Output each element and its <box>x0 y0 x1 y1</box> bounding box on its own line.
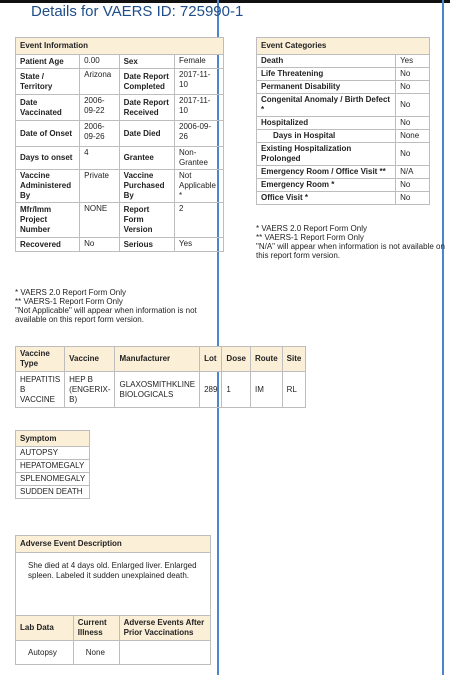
event-category-row <box>257 143 430 166</box>
category-value: No <box>396 68 430 81</box>
field-value: NONE <box>80 203 119 238</box>
field-value: Non-Grantee <box>175 147 224 170</box>
field-value: 2006-09-26 <box>175 121 224 147</box>
lab-data-table <box>15 615 211 665</box>
field-label: Date Report Completed <box>119 69 174 95</box>
field-label: Report Form Version <box>119 203 174 238</box>
lab-header-row <box>16 616 211 641</box>
vaccine-header-row <box>16 347 306 372</box>
event-category-row <box>257 179 430 192</box>
adverse-event-description: She died at 4 days old. Enlarged liver. Enlarged spleen. Labeled it sudden unexplained death. <box>16 553 211 616</box>
vaccine-cell: IM <box>250 372 282 408</box>
category-label: Congenital Anomaly / Birth Defect * <box>257 94 396 117</box>
field-label: Days to onset <box>16 147 80 170</box>
event-info-row <box>16 170 224 203</box>
vaccine-column-header: Manufacturer <box>115 347 200 372</box>
column-divider-right <box>442 0 444 675</box>
event-categories-notes <box>256 224 450 260</box>
event-info-row <box>16 95 224 121</box>
page-title: Details for VAERS ID: 725990-1 <box>31 3 244 20</box>
field-label: Date Died <box>119 121 174 147</box>
event-category-row <box>257 94 430 117</box>
field-label: Patient Age <box>16 55 80 69</box>
note-vaers2: * VAERS 2.0 Report Form Only <box>256 224 367 233</box>
field-value: 0.00 <box>80 55 119 69</box>
event-category-row <box>257 81 430 94</box>
event-categories-table <box>256 37 430 205</box>
vaccine-column-header: Lot <box>200 347 222 372</box>
category-label: Life Threatening <box>257 68 396 81</box>
event-info-row <box>16 55 224 69</box>
event-info-row <box>16 147 224 170</box>
symptom-heading: Symptom <box>16 431 90 447</box>
adverse-event-heading: Adverse Event Description <box>16 536 211 553</box>
field-value: 2 <box>175 203 224 238</box>
event-info-row <box>16 69 224 95</box>
category-value: No <box>396 117 430 130</box>
category-label: Emergency Room / Office Visit ** <box>257 166 396 179</box>
category-label: Permanent Disability <box>257 81 396 94</box>
event-information-notes <box>15 288 220 324</box>
vaccine-column-header: Dose <box>222 347 251 372</box>
event-info-row <box>16 121 224 147</box>
symptom-item: AUTOPSY <box>16 447 90 460</box>
field-value: Female <box>175 55 224 69</box>
note-vaers1: ** VAERS-1 Report Form Only <box>15 297 123 306</box>
category-value: No <box>396 81 430 94</box>
category-label: Hospitalized <box>257 117 396 130</box>
category-value: No <box>396 143 430 166</box>
event-information-table <box>15 37 224 252</box>
vaccine-column-header: Site <box>282 347 306 372</box>
lab-value-cell: Autopsy <box>16 641 74 665</box>
note-not-applicable: "Not Applicable" will appear when information is not available on this report form version. <box>15 306 197 324</box>
vaccine-column-header: Vaccine Type <box>16 347 65 372</box>
category-value: None <box>396 130 430 143</box>
note-vaers2: * VAERS 2.0 Report Form Only <box>15 288 126 297</box>
category-value: No <box>396 179 430 192</box>
symptom-item: SPLENOMEGALY <box>16 473 90 486</box>
field-label: Mfr/Imm Project Number <box>16 203 80 238</box>
event-category-row <box>257 68 430 81</box>
field-value: Not Applicable * <box>175 170 224 203</box>
category-label: Existing Hospitalization Prolonged <box>257 143 396 166</box>
lab-column-header: Adverse Events After Prior Vaccinations <box>119 616 210 641</box>
field-value: 2017-11-10 <box>175 69 224 95</box>
note-vaers1: ** VAERS-1 Report Form Only <box>256 233 364 242</box>
field-value: 2017-11-10 <box>175 95 224 121</box>
field-value: Arizona <box>80 69 119 95</box>
field-label: Serious <box>119 238 174 252</box>
symptom-table <box>15 430 90 499</box>
vaccine-row <box>16 372 306 408</box>
event-categories-heading: Event Categories <box>257 38 430 55</box>
vaccine-cell: HEP B (ENGERIX-B) <box>65 372 115 408</box>
event-information-heading: Event Information <box>16 38 224 55</box>
field-label: Date Vaccinated <box>16 95 80 121</box>
field-label: Sex <box>119 55 174 69</box>
event-category-row <box>257 130 430 143</box>
symptom-row <box>16 460 90 473</box>
field-label: Recovered <box>16 238 80 252</box>
field-value: Private <box>80 170 119 203</box>
lab-column-header: Lab Data <box>16 616 74 641</box>
vaccine-column-header: Route <box>250 347 282 372</box>
category-label: Office Visit * <box>257 192 396 205</box>
field-label: Grantee <box>119 147 174 170</box>
symptom-row <box>16 447 90 460</box>
field-label: Vaccine Purchased By <box>119 170 174 203</box>
category-label: Emergency Room * <box>257 179 396 192</box>
field-value: 2006-09-22 <box>80 95 119 121</box>
field-value: Yes <box>175 238 224 252</box>
vaccine-cell: 1 <box>222 372 251 408</box>
field-label: Date Report Received <box>119 95 174 121</box>
adverse-event-table <box>15 535 211 616</box>
category-value: No <box>396 192 430 205</box>
field-label: State / Territory <box>16 69 80 95</box>
event-category-row <box>257 55 430 68</box>
category-value: N/A <box>396 166 430 179</box>
field-value: 2006-09-26 <box>80 121 119 147</box>
vaccine-column-header: Vaccine <box>65 347 115 372</box>
category-label: Days in Hospital <box>257 130 396 143</box>
vaccine-cell: RL <box>282 372 306 408</box>
event-category-row <box>257 117 430 130</box>
symptom-row <box>16 473 90 486</box>
symptom-row <box>16 486 90 499</box>
vaccine-cell: GLAXOSMITHKLINE BIOLOGICALS <box>115 372 200 408</box>
lab-column-header: Current Illness <box>73 616 119 641</box>
event-category-row <box>257 192 430 205</box>
symptom-item: HEPATOMEGALY <box>16 460 90 473</box>
field-label: Vaccine Administered By <box>16 170 80 203</box>
vaccine-table <box>15 346 306 408</box>
field-value: No <box>80 238 119 252</box>
event-info-row <box>16 203 224 238</box>
vaccine-cell: HEPATITIS B VACCINE <box>16 372 65 408</box>
category-value: No <box>396 94 430 117</box>
category-value: Yes <box>396 55 430 68</box>
note-na: "N/A" will appear when information is not available on this report form version. <box>256 242 445 260</box>
vaccine-cell: 289 <box>200 372 222 408</box>
field-value: 4 <box>80 147 119 170</box>
category-label: Death <box>257 55 396 68</box>
lab-value-cell: None <box>73 641 119 665</box>
lab-value-cell <box>119 641 210 665</box>
event-info-row <box>16 238 224 252</box>
symptom-item: SUDDEN DEATH <box>16 486 90 499</box>
field-label: Date of Onset <box>16 121 80 147</box>
lab-value-row <box>16 641 211 665</box>
event-category-row <box>257 166 430 179</box>
